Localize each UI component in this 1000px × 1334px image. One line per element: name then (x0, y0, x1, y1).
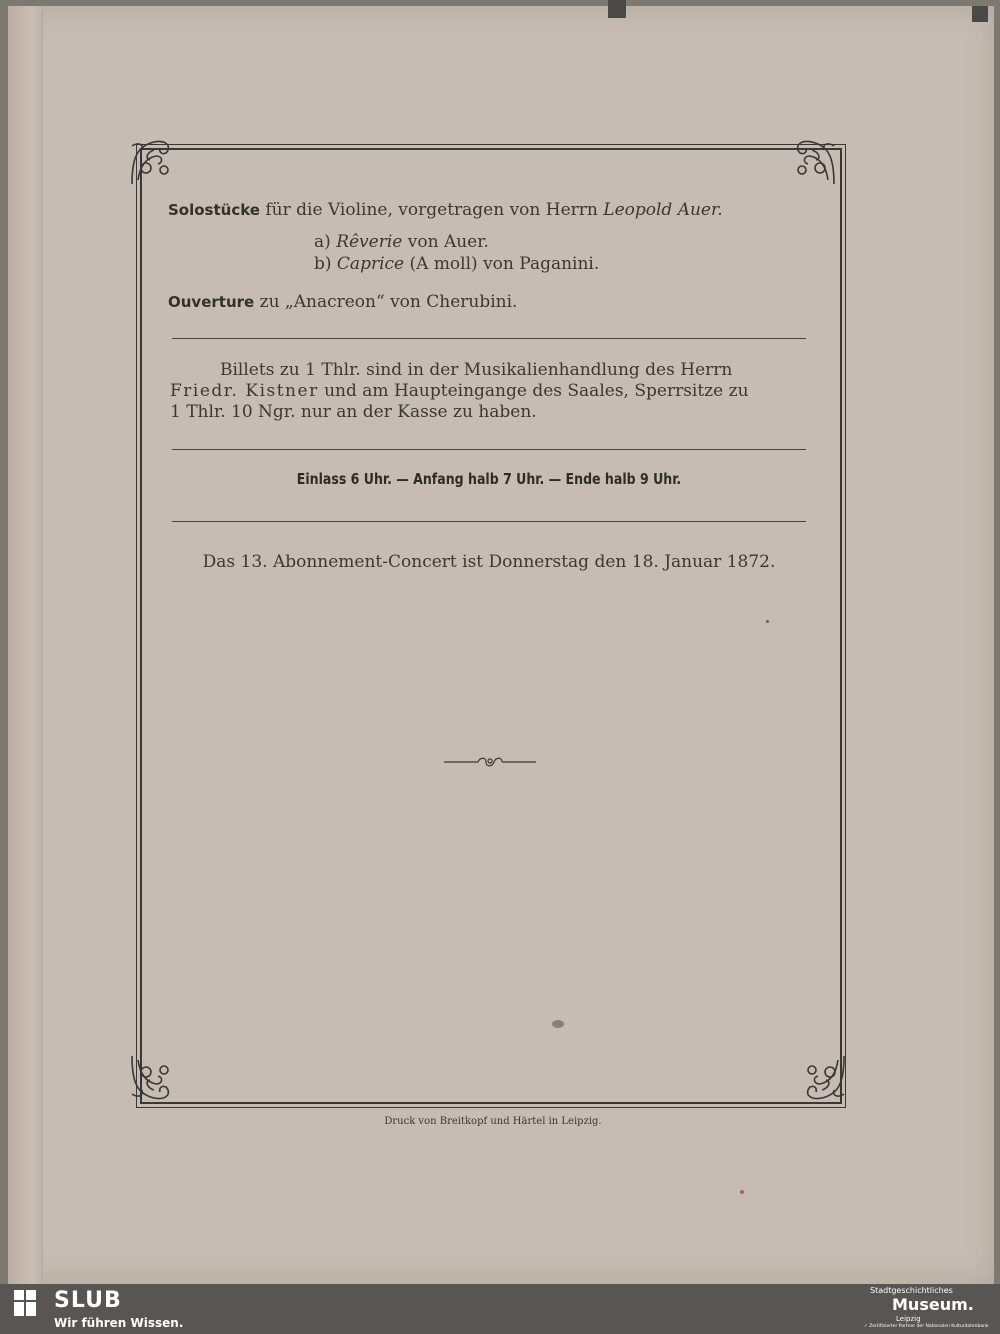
ornament-divider-icon (442, 754, 538, 770)
subitem-letter: b) (314, 254, 332, 274)
ticket-line-1: Billets zu 1 Thlr. sind in der Musikalienhandlung des Herrn (220, 360, 733, 380)
program-item-solo (168, 200, 723, 220)
schedule-times: Einlass 6 Uhr. — Anfang halb 7 Uhr. — Ende halb 9 Uhr. (296, 470, 682, 488)
slub-logo-icon[interactable] (14, 1290, 46, 1316)
ouverture-description: zu „Anacreon“ von Cherubini. (259, 292, 518, 312)
museum-city: Leipzig (896, 1315, 921, 1323)
corner-flourish-icon (796, 1052, 848, 1104)
museum-top-label: Stadtgeschichtliches (870, 1286, 953, 1295)
viewer-footer-bar (0, 1284, 1000, 1334)
ticket-line-3: 1 Thlr. 10 Ngr. nur an der Kasse zu haben. (170, 402, 537, 422)
divider-rule (172, 338, 806, 339)
solo-title: Solostücke (168, 201, 260, 219)
subitem-composer: (A moll) von Paganini. (409, 254, 600, 274)
ouverture-title: Ouverture (168, 293, 255, 311)
corner-flourish-icon (128, 136, 180, 188)
next-concert-announcement: Das 13. Abonnement-Concert ist Donnerstag den 18. Januar 1872. (202, 552, 776, 572)
program-subitem-a (314, 232, 489, 252)
solo-description: für die Violine, vorgetragen von Herrn (265, 200, 598, 220)
museum-name: Museum. (892, 1295, 974, 1314)
subitem-title: Rêverie (336, 232, 403, 252)
scan-marker-right (972, 6, 988, 22)
subitem-title: Caprice (336, 254, 405, 274)
subitem-composer: von Auer. (407, 232, 489, 252)
left-page-strip (8, 6, 43, 1284)
vendor-name: Friedr. Kistner (170, 381, 319, 401)
divider-rule (172, 521, 806, 522)
library-name[interactable]: SLUB (54, 1288, 122, 1313)
program-subitem-b (314, 254, 599, 274)
ticket-line-2 (170, 381, 806, 402)
subitem-letter: a) (314, 232, 331, 252)
divider-rule (172, 449, 806, 450)
library-tagline: Wir führen Wissen. (54, 1316, 184, 1330)
printer-imprint: Druck von Breitkopf und Härtel in Leipzig. (384, 1116, 602, 1127)
corner-flourish-icon (128, 1052, 180, 1104)
ticket-info (170, 360, 806, 423)
corner-flourish-icon (786, 136, 838, 188)
museum-certification: ✓ Zertifizierter Partner der Nationalen Kulturdatenbank (864, 1324, 989, 1329)
ticket-line-2-rest: und am Haupteingange des Saales, Sperrsitze zu (324, 381, 749, 401)
scan-marker-top (608, 0, 626, 18)
solo-performer: Leopold Auer. (603, 200, 723, 220)
program-item-ouverture (168, 292, 517, 312)
